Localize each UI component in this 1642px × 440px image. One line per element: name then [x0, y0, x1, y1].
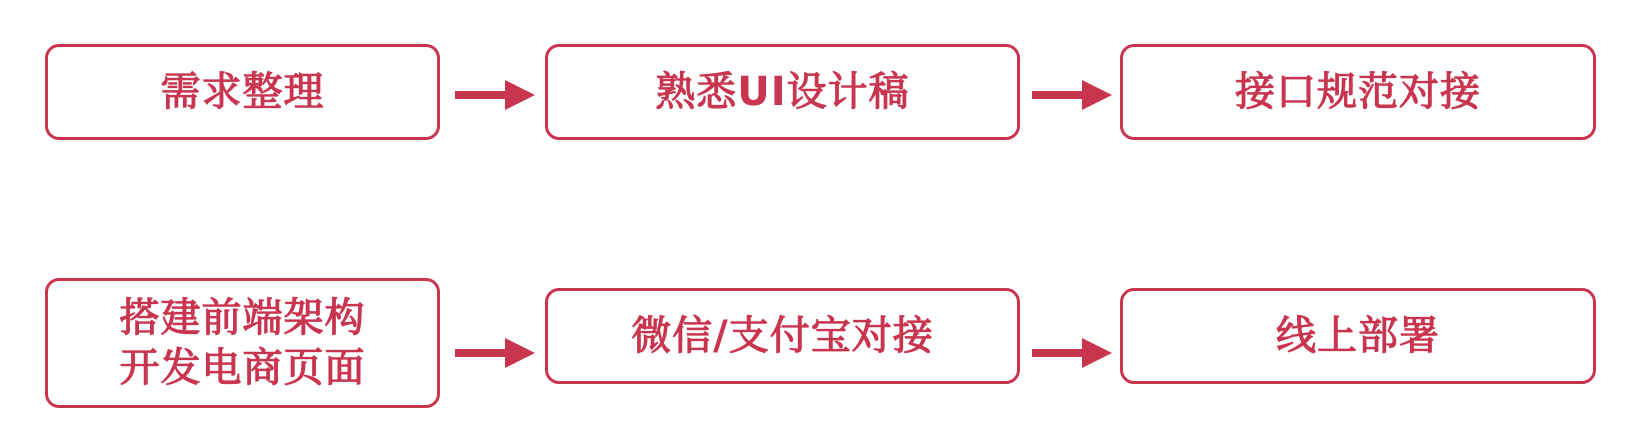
step-payment-integration: [545, 288, 1020, 384]
step-label-line-1: 搭建前端架构: [119, 295, 366, 341]
step-ui-design: [545, 44, 1020, 140]
arrow-right-icon: [1032, 336, 1114, 370]
step-frontend-build: [45, 278, 440, 408]
arrow-right-icon: [1032, 78, 1114, 112]
step-label: 接口规范对接: [1235, 69, 1481, 115]
step-label: 线上部署: [1276, 313, 1440, 359]
step-label-line-2: 开发电商页面: [119, 345, 366, 391]
step-label: 熟悉UI设计稿: [655, 69, 910, 115]
step-label: 需求整理: [160, 69, 325, 115]
arrow-right-icon: [455, 336, 537, 370]
step-label: 微信/支付宝对接: [631, 313, 934, 359]
step-api-spec: [1120, 44, 1596, 140]
arrow-right-icon: [455, 78, 537, 112]
step-requirements: [45, 44, 440, 140]
step-deployment: [1120, 288, 1596, 384]
